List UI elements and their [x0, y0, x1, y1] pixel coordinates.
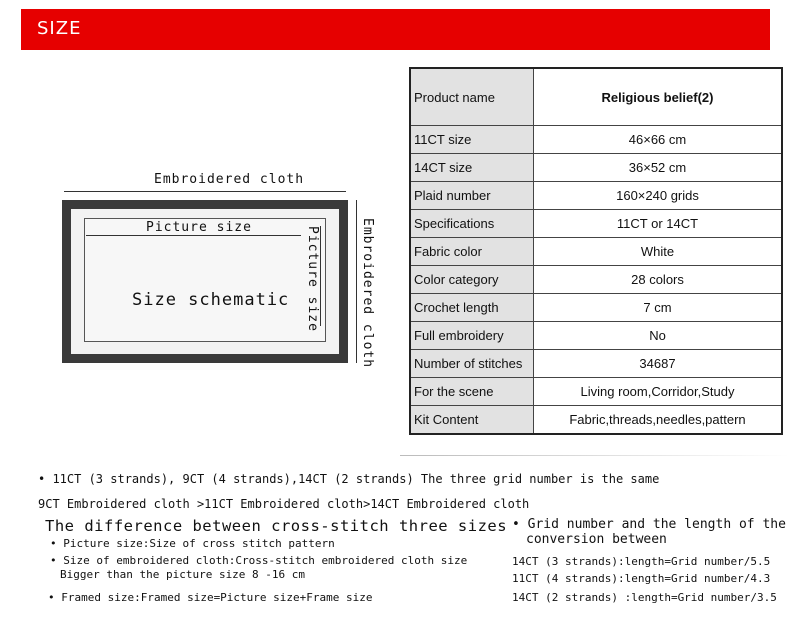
row-value: 160×240 grids	[534, 182, 783, 210]
picture-size-width-label: Picture size	[146, 220, 252, 235]
row-value: Religious belief(2)	[534, 68, 783, 126]
table-row	[410, 68, 782, 126]
table-row	[410, 238, 782, 266]
row-value: 11CT or 14CT	[534, 210, 783, 238]
table-row	[410, 182, 782, 210]
row-label: Color category	[410, 266, 534, 294]
conversion-14ct-2: 14CT (2 strands) :length=Grid number/3.5	[512, 591, 777, 604]
table-row	[410, 294, 782, 322]
divider	[400, 455, 790, 456]
table-row	[410, 406, 782, 435]
framed-size-definition: • Framed size:Framed size=Picture size+Frame size	[48, 591, 373, 604]
cloth-order-note: 9CT Embroidered cloth >11CT Embroidered cloth>14CT Embroidered cloth	[38, 497, 530, 511]
cloth-size-definition: • Size of embroidered cloth:Cross-stitch embroidered cloth size	[50, 554, 468, 567]
cloth-width-dimension-line	[64, 191, 346, 192]
row-label: Number of stitches	[410, 350, 534, 378]
conversion-14ct-3: 14CT (3 strands):length=Grid number/5.5	[512, 555, 771, 568]
row-value: 36×52 cm	[534, 154, 783, 182]
embroidered-cloth-height-label: Embroidered cloth	[360, 218, 375, 369]
picture-size-definition: • Picture size:Size of cross stitch pattern	[50, 537, 335, 550]
row-value: 34687	[534, 350, 783, 378]
row-label: Specifications	[410, 210, 534, 238]
row-value: 28 colors	[534, 266, 783, 294]
row-label: For the scene	[410, 378, 534, 406]
table-row	[410, 350, 782, 378]
picture-area	[84, 218, 326, 342]
embroidered-cloth-width-label: Embroidered cloth	[154, 172, 305, 187]
row-label: Fabric color	[410, 238, 534, 266]
table-row	[410, 210, 782, 238]
table-row	[410, 126, 782, 154]
picture-size-height-label: Picture size	[305, 226, 320, 332]
row-value: Fabric,threads,needles,pattern	[534, 406, 783, 435]
strands-note: • 11CT (3 strands), 9CT (4 strands),14CT (2 strands) The three grid number is the same	[38, 472, 660, 486]
row-label: Crochet length	[410, 294, 534, 322]
banner-title: SIZE	[37, 18, 82, 39]
row-label: Plaid number	[410, 182, 534, 210]
conversion-title-2: conversion between	[526, 532, 667, 547]
row-value: Living room,Corridor,Study	[534, 378, 783, 406]
conversion-title: • Grid number and the length of the	[512, 517, 786, 532]
difference-title: The difference between cross-stitch three sizes	[45, 517, 508, 535]
table-row	[410, 378, 782, 406]
table-row	[410, 322, 782, 350]
table-row	[410, 266, 782, 294]
row-label: 11CT size	[410, 126, 534, 154]
row-value: No	[534, 322, 783, 350]
size-schematic-diagram	[0, 0, 400, 460]
row-label: Kit Content	[410, 406, 534, 435]
row-value: White	[534, 238, 783, 266]
table-row	[410, 154, 782, 182]
conversion-11ct-4: 11CT (4 strands):length=Grid number/4.3	[512, 572, 771, 585]
product-spec-table	[409, 67, 783, 435]
cloth-height-dimension-line	[356, 200, 357, 363]
size-schematic-label: Size schematic	[132, 290, 290, 310]
picture-width-dimension-line	[86, 235, 301, 236]
picture-height-dimension-line	[320, 226, 321, 326]
row-label: Product name	[410, 68, 534, 126]
row-value: 7 cm	[534, 294, 783, 322]
row-label: 14CT size	[410, 154, 534, 182]
row-label: Full embroidery	[410, 322, 534, 350]
row-value: 46×66 cm	[534, 126, 783, 154]
cloth-size-definition-2: Bigger than the picture size 8 -16 cm	[60, 568, 306, 581]
